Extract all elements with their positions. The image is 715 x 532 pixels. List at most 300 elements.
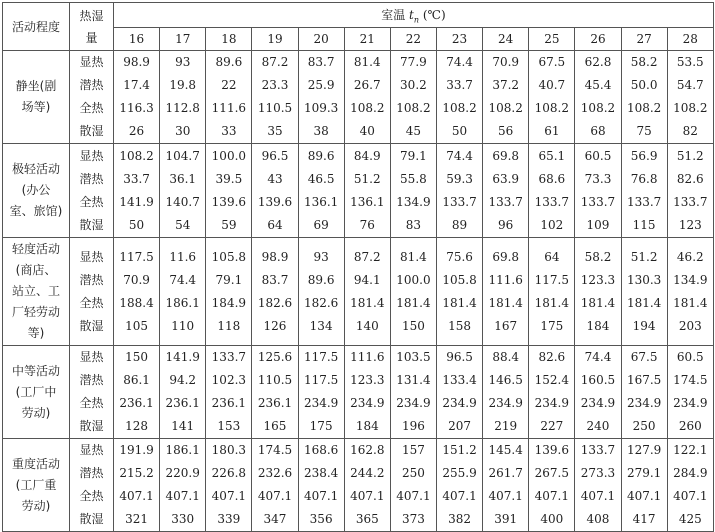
heat-type-label: 潜热 (79, 466, 104, 480)
value-total: 407.1 (673, 489, 708, 503)
temp-header-23: 23 (436, 28, 482, 51)
value-sensible: 150 (125, 350, 149, 364)
value-sensible: 53.5 (676, 55, 704, 69)
value-cell (436, 51, 482, 144)
value-cell (575, 439, 621, 532)
value-cell (160, 144, 206, 238)
value-moisture: 227 (540, 419, 564, 433)
value-moisture: 165 (263, 419, 287, 433)
activity-label (3, 346, 70, 439)
activity-label (3, 439, 70, 532)
value-sensible: 65.1 (538, 148, 566, 163)
value-total: 108.2 (626, 101, 662, 115)
value-latent: 284.9 (673, 466, 708, 480)
value-moisture: 356 (309, 512, 333, 526)
value-moisture: 82 (682, 124, 698, 138)
value-total: 236.1 (257, 396, 293, 410)
value-sensible: 62.8 (584, 55, 612, 69)
heat-type-label: 潜热 (79, 78, 104, 92)
value-cell (344, 238, 390, 346)
value-latent: 37.2 (492, 78, 520, 92)
value-sensible: 74.4 (584, 350, 612, 364)
value-moisture: 50 (128, 217, 145, 232)
value-moisture: 50 (451, 124, 468, 138)
value-total: 139.6 (257, 194, 293, 209)
value-moisture: 417 (632, 512, 656, 526)
value-moisture: 128 (125, 419, 149, 433)
value-total: 234.9 (673, 396, 708, 410)
value-latent: 43 (267, 171, 283, 186)
value-moisture: 126 (263, 318, 287, 333)
value-moisture: 140 (355, 318, 379, 333)
value-sensible: 58.2 (630, 55, 658, 69)
value-moisture: 64 (267, 217, 283, 232)
value-moisture: 105 (125, 318, 149, 333)
value-sensible: 141.9 (165, 350, 200, 364)
value-sensible: 56.9 (630, 148, 658, 163)
value-cell (114, 439, 160, 532)
heat-type-label: 散湿 (79, 124, 104, 138)
value-latent: 160.5 (580, 373, 616, 387)
value-sensible: 174.5 (257, 443, 293, 457)
value-cell (667, 51, 713, 144)
value-cell (575, 144, 621, 238)
activity-label-line: 静坐(剧 (15, 79, 57, 93)
value-sensible: 180.3 (211, 443, 247, 457)
value-cell (529, 439, 575, 532)
value-total: 108.2 (350, 101, 385, 115)
value-cell (160, 238, 206, 346)
value-moisture: 83 (405, 217, 422, 232)
value-total: 136.1 (350, 194, 385, 209)
value-latent: 94.1 (353, 272, 381, 287)
value-latent: 17.4 (123, 78, 150, 92)
value-sensible: 117.5 (303, 350, 339, 364)
value-total: 234.9 (626, 396, 662, 410)
value-total: 111.6 (211, 101, 247, 115)
temp-header-20: 20 (298, 28, 344, 51)
value-sensible: 145.4 (488, 443, 523, 457)
value-sensible: 51.2 (676, 148, 704, 163)
heat-type-cell (70, 346, 114, 439)
value-latent: 83.7 (261, 272, 289, 287)
value-sensible: 69.8 (492, 249, 520, 264)
value-moisture: 35 (267, 124, 283, 138)
activity-label-line: (商店、 (15, 263, 57, 277)
value-moisture: 339 (217, 512, 241, 526)
value-sensible: 88.4 (492, 350, 520, 364)
value-latent: 250 (401, 466, 425, 480)
value-total: 407.1 (442, 489, 477, 503)
heat-type-label: 显热 (79, 350, 104, 364)
value-sensible: 87.2 (353, 249, 381, 264)
value-cell (298, 51, 344, 144)
heat-type-cell (70, 144, 114, 238)
value-moisture: 184 (586, 318, 610, 333)
value-moisture: 321 (125, 512, 149, 526)
value-sensible: 67.5 (538, 55, 566, 69)
value-total: 188.4 (119, 295, 154, 310)
heat-type-label: 全热 (79, 396, 104, 410)
heat-type-label: 散湿 (79, 512, 104, 526)
value-cell (390, 238, 436, 346)
value-latent: 261.7 (488, 466, 523, 480)
value-total: 141.9 (119, 194, 154, 209)
value-total: 407.1 (580, 489, 616, 503)
value-total: 181.4 (396, 295, 431, 310)
value-cell (667, 439, 713, 532)
value-sensible: 96.5 (261, 148, 289, 163)
value-cell (483, 51, 529, 144)
temp-header-17: 17 (160, 28, 206, 51)
value-latent: 51.2 (353, 171, 381, 186)
value-latent: 117.5 (534, 272, 570, 287)
value-cell (529, 51, 575, 144)
value-cell (344, 439, 390, 532)
value-sensible: 117.5 (119, 249, 154, 264)
room-temp-label: 室温 (381, 7, 406, 22)
value-sensible: 77.9 (400, 55, 427, 69)
value-latent: 111.6 (488, 272, 523, 287)
value-sensible: 87.2 (261, 55, 289, 69)
value-sensible: 186.1 (165, 443, 200, 457)
value-cell (298, 144, 344, 238)
header-heat-moisture-line: 量 (85, 30, 98, 45)
value-moisture: 134 (309, 318, 333, 333)
value-sensible: 96.5 (446, 350, 473, 364)
value-sensible: 93 (313, 249, 329, 264)
value-moisture: 167 (494, 318, 518, 333)
value-moisture: 425 (678, 512, 702, 526)
value-latent: 50.0 (630, 78, 658, 92)
heat-type-label: 潜热 (79, 373, 104, 387)
value-sensible: 69.8 (492, 148, 520, 163)
heat-type-label: 全热 (79, 101, 104, 115)
value-cell (298, 346, 344, 439)
value-latent: 22 (221, 78, 237, 92)
value-cell (621, 144, 667, 238)
value-latent: 26.7 (353, 78, 381, 92)
value-sensible: 89.6 (215, 55, 243, 69)
value-moisture: 30 (175, 124, 191, 138)
value-latent: 33.7 (123, 171, 150, 186)
activity-label-line: 等) (27, 326, 45, 340)
value-sensible: 111.6 (350, 350, 385, 364)
value-moisture: 75 (636, 124, 652, 138)
value-moisture: 194 (632, 318, 656, 333)
value-latent: 82.6 (676, 171, 704, 186)
value-cell (575, 51, 621, 144)
value-cell (252, 51, 298, 144)
value-total: 133.7 (626, 194, 662, 209)
value-latent: 46.5 (307, 171, 335, 186)
table-body (3, 51, 714, 532)
value-cell (483, 439, 529, 532)
activity-label-line: 劳动) (21, 498, 51, 513)
value-cell (436, 346, 482, 439)
value-moisture: 89 (451, 217, 468, 232)
value-total: 407.1 (350, 489, 385, 503)
value-latent: 74.4 (169, 272, 197, 287)
value-cell (575, 238, 621, 346)
room-temp-symbol: t (409, 7, 414, 22)
value-latent: 174.5 (673, 373, 708, 387)
value-moisture: 382 (448, 512, 471, 526)
value-latent: 123.3 (580, 272, 616, 287)
activity-label-line: 重度活动 (11, 456, 60, 471)
value-sensible: 81.4 (353, 55, 381, 69)
value-sensible: 51.2 (630, 249, 658, 264)
value-latent: 130.3 (626, 272, 662, 287)
heat-type-label: 散湿 (79, 217, 104, 232)
value-sensible: 191.9 (119, 443, 154, 457)
activity-label-line: 室、旅馆) (9, 204, 63, 218)
value-sensible: 139.6 (534, 443, 570, 457)
value-latent: 70.9 (123, 272, 150, 287)
value-latent: 40.7 (538, 78, 566, 92)
value-moisture: 56 (498, 124, 514, 138)
value-moisture: 175 (540, 318, 564, 333)
value-latent: 54.7 (676, 78, 704, 92)
value-moisture: 59 (221, 217, 237, 232)
activity-label-line: 中等活动 (11, 363, 60, 378)
value-total: 133.7 (442, 194, 477, 209)
value-latent: 232.6 (257, 466, 293, 480)
activity-label-line: 站立、工 (11, 284, 60, 298)
value-total: 108.2 (396, 101, 431, 115)
value-moisture: 61 (544, 124, 560, 138)
activity-label-line: 劳动) (21, 405, 51, 420)
value-sensible: 122.1 (673, 443, 708, 457)
value-total: 182.6 (303, 295, 339, 310)
value-sensible: 98.9 (123, 55, 150, 69)
activity-group-row (3, 346, 714, 439)
value-latent: 220.9 (165, 466, 200, 480)
value-total: 236.1 (119, 396, 154, 410)
activity-label-line: 轻度活动 (11, 242, 60, 256)
value-latent: 146.5 (488, 373, 523, 387)
temp-header-27: 27 (621, 28, 667, 51)
value-latent: 244.2 (350, 466, 385, 480)
value-total: 234.9 (350, 396, 385, 410)
value-total: 236.1 (165, 396, 200, 410)
value-moisture: 109 (586, 217, 610, 232)
value-moisture: 118 (217, 318, 241, 333)
value-moisture: 391 (494, 512, 518, 526)
value-total: 407.1 (534, 489, 570, 503)
value-cell (483, 346, 529, 439)
value-sensible: 162.8 (350, 443, 385, 457)
value-total: 184.9 (211, 295, 247, 310)
value-moisture: 45 (405, 124, 422, 138)
value-total: 407.1 (396, 489, 431, 503)
value-cell (483, 144, 529, 238)
activity-group-row (3, 144, 714, 238)
value-latent: 267.5 (534, 466, 570, 480)
value-cell (160, 346, 206, 439)
activity-label-line: 极轻活动 (11, 162, 60, 176)
value-cell (252, 346, 298, 439)
value-sensible: 70.9 (492, 55, 520, 69)
header-heat-moisture (70, 3, 114, 51)
value-cell (436, 144, 482, 238)
value-sensible: 82.6 (538, 350, 566, 364)
value-total: 234.9 (303, 396, 339, 410)
value-latent: 36.1 (169, 171, 197, 186)
value-sensible: 93 (175, 55, 191, 69)
value-total: 108.2 (580, 101, 616, 115)
value-total: 133.7 (534, 194, 570, 209)
value-cell (206, 51, 252, 144)
room-temp-subscript: n (413, 15, 420, 25)
room-temp-unit: (℃) (422, 7, 446, 22)
value-total: 407.1 (165, 489, 200, 503)
value-total: 108.2 (442, 101, 477, 115)
value-cell (575, 346, 621, 439)
value-cell (483, 238, 529, 346)
temp-header-19: 19 (252, 28, 298, 51)
value-moisture: 373 (401, 512, 425, 526)
value-moisture: 26 (128, 124, 145, 138)
value-sensible: 79.1 (400, 148, 427, 163)
value-latent: 100.0 (396, 272, 431, 287)
value-latent: 226.8 (211, 466, 247, 480)
value-total: 234.9 (442, 396, 477, 410)
heat-type-cell (70, 439, 114, 532)
value-cell (529, 144, 575, 238)
temp-header-26: 26 (575, 28, 621, 51)
value-total: 109.3 (303, 101, 339, 115)
activity-label (3, 51, 70, 144)
value-cell (390, 346, 436, 439)
heat-type-label: 显热 (79, 55, 104, 69)
value-moisture: 76 (359, 217, 375, 232)
value-sensible: 46.2 (676, 249, 704, 264)
value-cell (621, 439, 667, 532)
value-total: 234.9 (488, 396, 523, 410)
value-moisture: 196 (401, 419, 425, 433)
header-heat-moisture-text (79, 9, 103, 45)
value-sensible: 127.9 (626, 443, 662, 457)
heat-type-label: 潜热 (79, 272, 104, 287)
value-cell (206, 346, 252, 439)
value-moisture: 150 (401, 318, 425, 333)
value-total: 234.9 (396, 396, 431, 410)
value-total: 236.1 (211, 396, 247, 410)
heat-type-cell (70, 238, 114, 346)
value-moisture: 365 (355, 512, 379, 526)
value-sensible: 58.2 (584, 249, 612, 264)
value-latent: 33.7 (446, 78, 473, 92)
activity-label-line: 场等) (21, 100, 51, 114)
value-cell (114, 346, 160, 439)
value-sensible: 103.5 (396, 350, 431, 364)
header-activity-level: 活动程度 (3, 3, 70, 51)
value-sensible: 11.6 (169, 249, 197, 264)
temp-header-24: 24 (483, 28, 529, 51)
value-total: 407.1 (626, 489, 662, 503)
value-cell (298, 238, 344, 346)
value-cell (160, 51, 206, 144)
activity-label-line: (工厂中 (15, 384, 57, 399)
value-cell (206, 238, 252, 346)
value-latent: 76.8 (630, 171, 658, 186)
value-latent: 68.6 (538, 171, 566, 186)
value-total: 407.1 (488, 489, 523, 503)
value-moisture: 141 (171, 419, 195, 433)
heat-type-label: 散湿 (79, 419, 104, 433)
value-latent: 105.8 (442, 272, 477, 287)
value-sensible: 74.4 (446, 148, 473, 163)
value-sensible: 84.9 (353, 148, 381, 163)
value-cell (344, 144, 390, 238)
value-cell (298, 439, 344, 532)
value-latent: 79.1 (215, 272, 243, 287)
value-total: 186.1 (165, 295, 200, 310)
activity-label-line: 厂轻劳动 (11, 305, 60, 319)
value-sensible: 81.4 (400, 249, 427, 264)
value-cell (344, 346, 390, 439)
value-cell (390, 439, 436, 532)
value-moisture: 400 (540, 512, 564, 526)
value-latent: 39.5 (215, 171, 243, 186)
value-total: 181.4 (673, 295, 708, 310)
value-moisture: 54 (175, 217, 191, 232)
value-latent: 117.5 (303, 373, 339, 387)
value-sensible: 108.2 (119, 148, 154, 163)
value-total: 181.4 (488, 295, 523, 310)
value-moisture: 240 (586, 419, 610, 433)
value-latent: 238.4 (303, 466, 339, 480)
value-moisture: 123 (678, 217, 702, 232)
temp-header-25: 25 (529, 28, 575, 51)
value-total: 234.9 (580, 396, 616, 410)
heat-type-label: 散湿 (79, 318, 104, 333)
activity-label (3, 238, 70, 346)
value-total: 234.9 (534, 396, 570, 410)
value-sensible: 98.9 (261, 249, 289, 264)
value-cell (114, 51, 160, 144)
value-moisture: 219 (494, 419, 518, 433)
value-moisture: 250 (632, 419, 656, 433)
value-cell (436, 439, 482, 532)
heat-moisture-table (2, 2, 714, 532)
value-total: 407.1 (303, 489, 339, 503)
value-sensible: 64 (544, 249, 560, 264)
value-total: 139.6 (211, 194, 247, 209)
value-moisture: 207 (448, 419, 471, 433)
value-sensible: 60.5 (584, 148, 612, 163)
value-cell (344, 51, 390, 144)
value-cell (621, 51, 667, 144)
value-total: 134.9 (396, 194, 431, 209)
value-cell (114, 144, 160, 238)
value-latent: 89.6 (307, 272, 335, 287)
value-latent: 55.8 (400, 171, 427, 186)
value-latent: 215.2 (119, 466, 154, 480)
value-latent: 152.4 (534, 373, 570, 387)
value-sensible: 74.4 (446, 55, 473, 69)
value-total: 108.2 (488, 101, 523, 115)
value-total: 407.1 (211, 489, 247, 503)
value-latent: 102.3 (211, 373, 247, 387)
value-sensible: 67.5 (630, 350, 658, 364)
value-moisture: 184 (355, 419, 379, 433)
header-room-temperature (114, 3, 714, 28)
value-moisture: 38 (313, 124, 329, 138)
value-latent: 63.9 (492, 171, 520, 186)
activity-group-row (3, 51, 714, 144)
